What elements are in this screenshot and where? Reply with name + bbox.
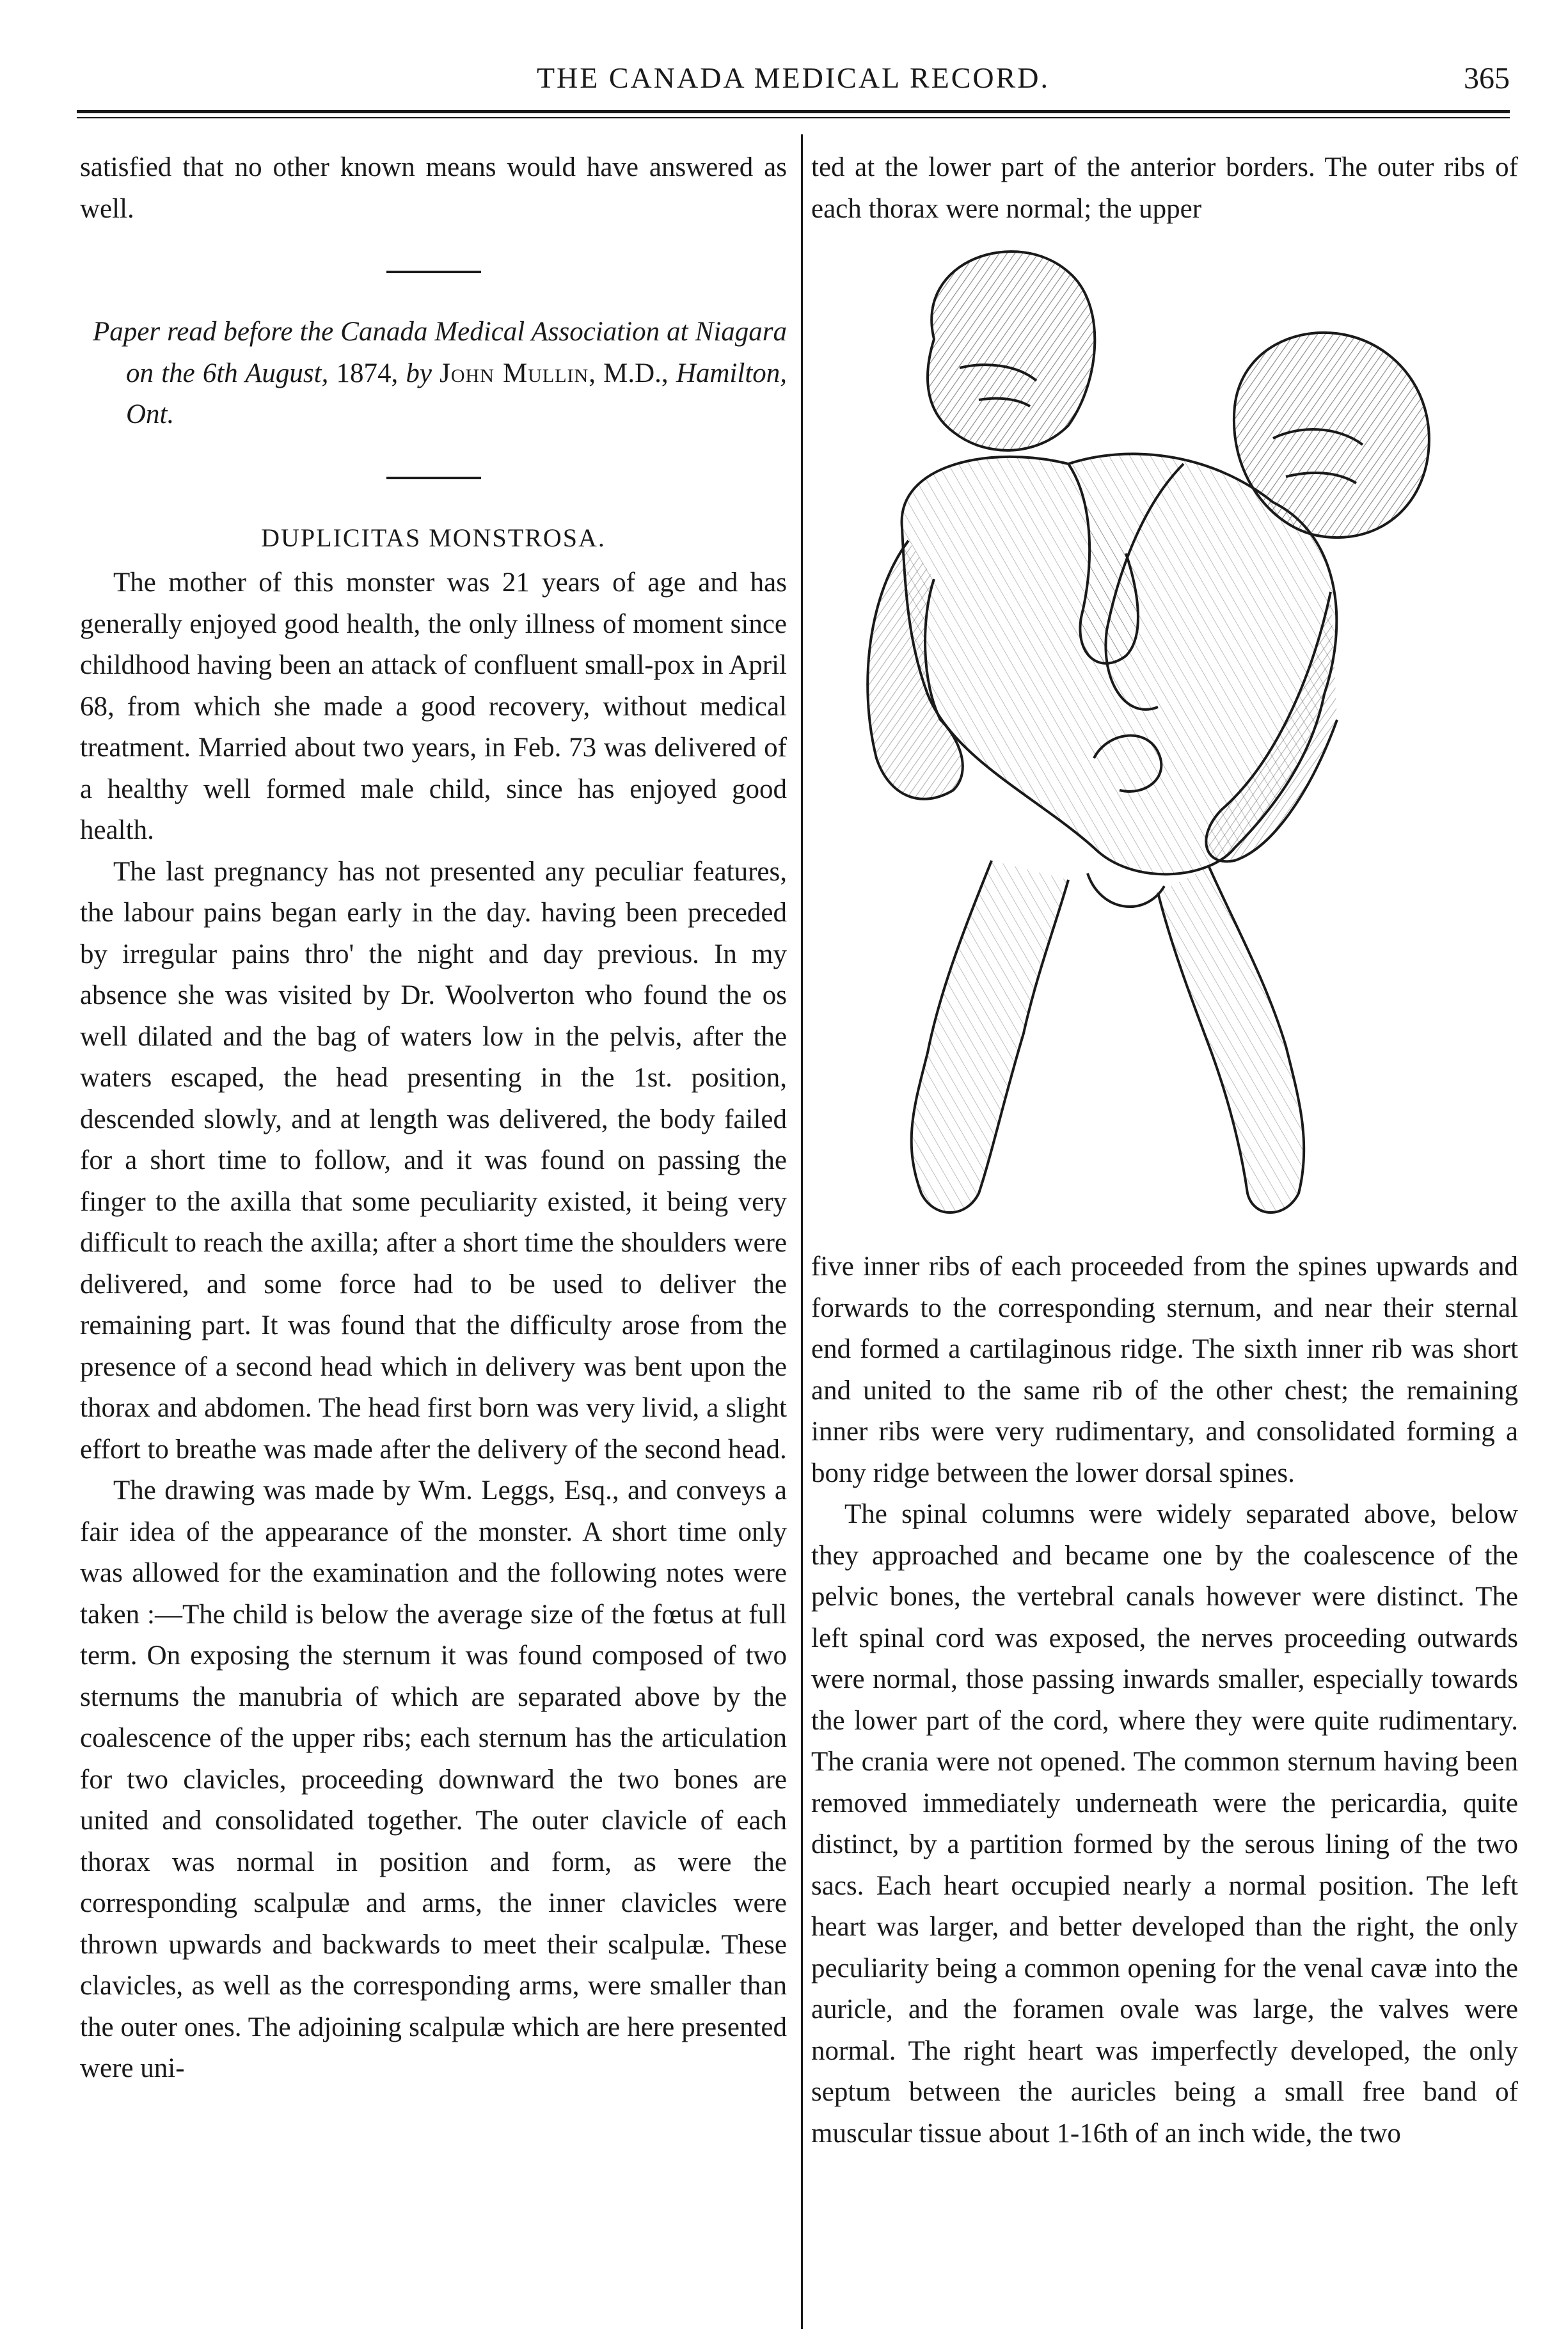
paper-note-by: by — [406, 358, 440, 388]
paragraph-ribs: five inner ribs of each proceeded from the spines upwards and forwards to the corresponding sternum, and near their sternal end formed a cartilaginous ridge. The sixth inner rib was short and united to the same rib of the other chest; the remaining inner ribs were very rudimentary, and consolidated forming a bony ridge between the lower dorsal spines. — [811, 1252, 1518, 1488]
right-column-top — [811, 147, 1518, 230]
section-rule-1 — [386, 271, 481, 273]
author-name: John Mullin — [440, 358, 589, 388]
page-number: 365 — [1464, 61, 1510, 95]
paragraph-labour: The last pregnancy has not presented any peculiar features, the labour pains began early in the day. having been preceded by irregular pains thro' the night and day previous. In my absence she was visited by Dr. Woolverton who found the os well dilated and the bag of waters low in the pelvis, after the waters escaped, the head presenting in the 1st. position, descended slowly, and at length was delivered, the body failed for a short time to follow, and it was found on passing the finger to the axilla that some peculiarity existed, it being very difficult to reach the axilla; after a short time the shoulders were delivered, and some force had to be used to deliver the remaining part. It was found that the difficulty arose from the presence of a second head which in delivery was bent upon the thorax and abdomen. The head first born was very livid, a slight effort to breathe was made after the delivery of the second head. — [80, 856, 787, 1465]
left-column — [80, 147, 787, 2090]
twins-engraving-illustration — [825, 234, 1497, 1232]
right-column-bottom — [811, 1246, 1518, 2154]
author-degree: , M.D., — [589, 358, 676, 388]
engraving-figure — [825, 234, 1497, 1232]
right-top-text: ted at the lower part of the anterior borders. The outer ribs of each thorax were normal; the upper — [811, 152, 1518, 224]
header-rule-thin — [77, 117, 1510, 118]
paragraph-drawing-notes: The drawing was made by Wm. Leggs, Esq., and conveys a fair idea of the appearance of the monster. A short time only was allowed for the examination and the following notes were taken :—The child is below the average size of the fœtus at full term. On exposing the sternum it was found composed of two sternums the manubria of which are separated above by the coalescence of the upper ribs; each sternum has the articulation for two clavicles, proceeding downward the two bones are united and consolidated together. The outer clavicle of each thorax was normal in position and form, as were the corresponding scalpulæ and arms, the inner clavicles were thrown upwards and backwards to meet their scalpulæ. These clavicles, as well as the corresponding arms, were smaller than the outer ones. The adjoining scalpulæ which are here presented were uni- — [80, 1475, 787, 2083]
author-place: Hamilton, Ont. — [126, 358, 788, 429]
section-title: DUPLICITAS MONSTROSA. — [261, 523, 606, 552]
running-head — [77, 61, 1510, 99]
paragraph-mother-history: The mother of this monster was 21 years of age and has generally enjoyed good health, the only illness of moment since childhood having been an attack of confluent small-pox in April 68, from which she made a good recovery, without medical treatment. Married about two years, in Feb. 73 was delivered of a healthy well formed male child, since has enjoyed good health. — [80, 568, 787, 845]
header-rule-thick — [77, 110, 1510, 113]
continuation-text: satisfied that no other known means would have answered as well. — [80, 152, 787, 224]
column-divider — [801, 134, 803, 2329]
paper-note-year: 1874, — [328, 358, 406, 388]
journal-title: THE CANADA MEDICAL RECORD. — [536, 61, 1050, 94]
section-rule-2 — [386, 477, 481, 479]
paper-note — [93, 312, 787, 436]
paper-note-italic: Paper read before the Canada Medical Association at Niagara on the 6th August, — [93, 317, 787, 388]
paragraph-spine-heart: The spinal columns were widely separated above, below they approached and became one by the coalescence of the pelvic bones, the vertebral canals however were distinct. The left spinal cord was exposed, the nerves proceeding outwards were normal, those passing inwards smaller, especially towards the lower part of the cord, where they were quite rudimentary. The crania were not opened. The common sternum having been removed immediately underneath were the pericardia, quite distinct, by a partition formed by the serous lining of the two sacs. Each heart occupied nearly a normal position. The left heart was larger, and better developed than the right, the only peculiarity being a common opening for the venal cavæ into the auricle, and the foramen ovale was large, the valves were normal. The right heart was imperfectly developed, the only septum between the auricles being a small free band of muscular tissue about 1-16th of an inch wide, the two — [811, 1499, 1518, 2149]
